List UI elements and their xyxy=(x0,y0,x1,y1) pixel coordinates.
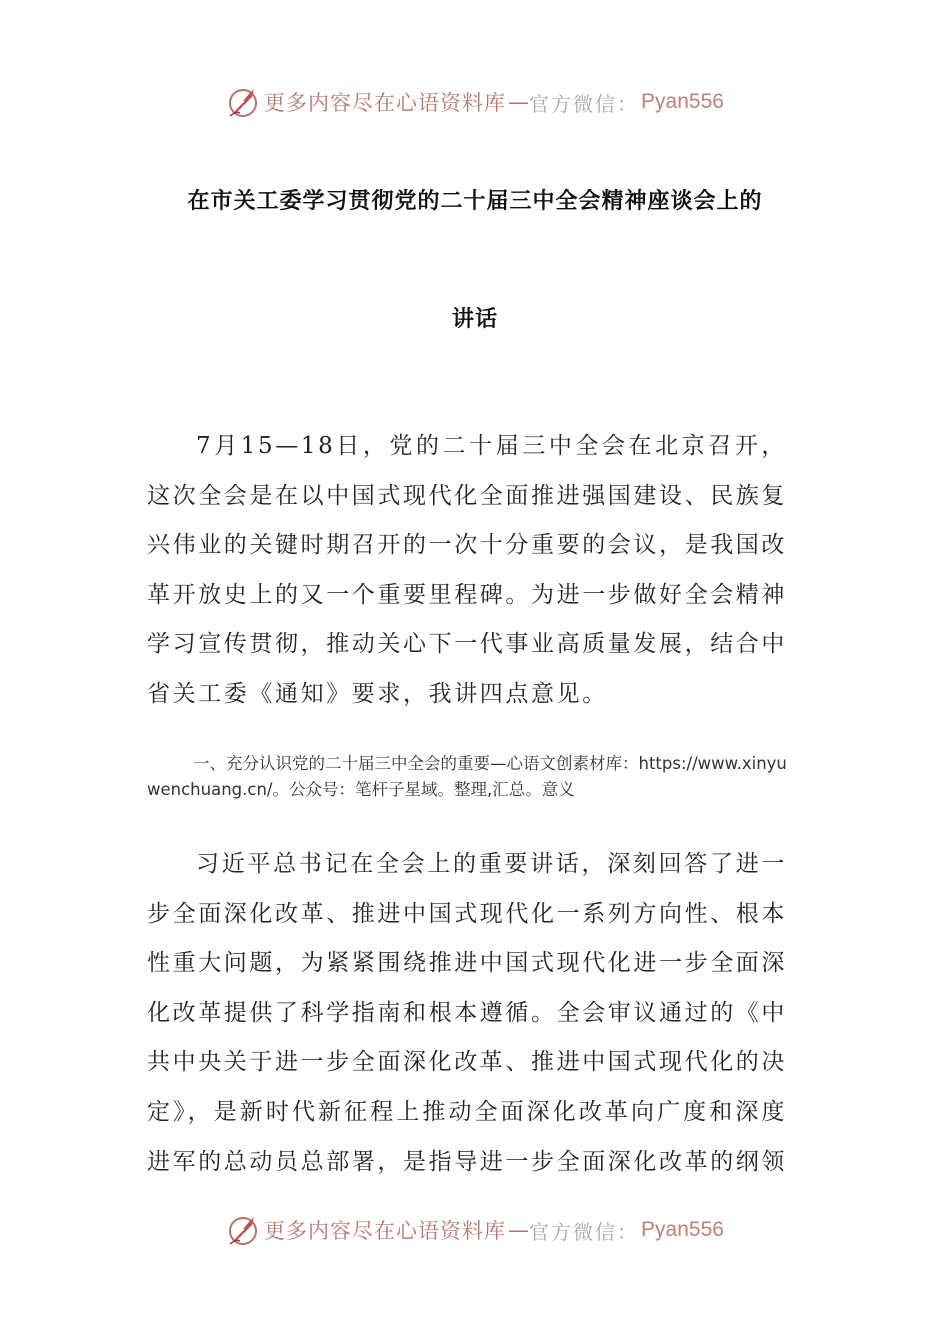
body-paragraph-2: 习近平总书记在全会上的重要讲话，深刻回答了进一步全面深化改革、推进中国式现代化一系列方向性、根本性重大问题，为紧紧围绕推进中国式现代化进一步全面深化改革提供了科学指南和根本遵循。全会审议通过的《中共中央关于进一步全面深化改革、推进中国式现代化的决定》，是新时代新征程上推动全面深化改革向广度和深度进军的总动员总部署，是指导进一步全面深化改革的纲领 xyxy=(147,851,787,1175)
document-title-line-2: 讲话 xyxy=(451,307,498,332)
quill-pen-logo-icon xyxy=(226,1213,260,1247)
brand-text: 更多内容尽在心语资料库 xyxy=(264,1219,507,1243)
header-banner xyxy=(0,80,950,124)
body-paragraph-1: 7月15—18日，党的二十届三中全会在北京召开，这次全会是在以中国式现代化全面推进强国建设、民族复兴伟业的关键时期召开的一次十分重要的会议，是我国改革开放史上的又一个重要里程碑。为进一步做好全会精神学习宣传贯彻，推动关心下一代事业高质量发展，结合中省关工委《通知》要求，我讲四点意见。 xyxy=(147,433,787,707)
section-heading: 一、充分认识党的二十届三中全会的重要—心语文创素材库：https://www.xinyuwenchuang.cn/。公众号：笔杆子星域。整理,汇总。意义 xyxy=(147,754,787,799)
quill-pen-logo-icon xyxy=(226,85,260,119)
document-title-line-1: 在市关工委学习贯彻党的二十届三中全会精神座谈会上的 xyxy=(187,189,763,214)
banner-separator: — xyxy=(508,90,530,114)
footer-banner xyxy=(0,1208,950,1252)
wechat-id: Pyan556 xyxy=(641,1218,724,1241)
banner-separator: — xyxy=(508,1218,530,1242)
wechat-id: Pyan556 xyxy=(641,90,724,113)
brand-text: 更多内容尽在心语资料库 xyxy=(264,91,507,115)
official-wechat-label: 官方微信： xyxy=(529,91,640,116)
official-wechat-label: 官方微信： xyxy=(529,1219,640,1244)
